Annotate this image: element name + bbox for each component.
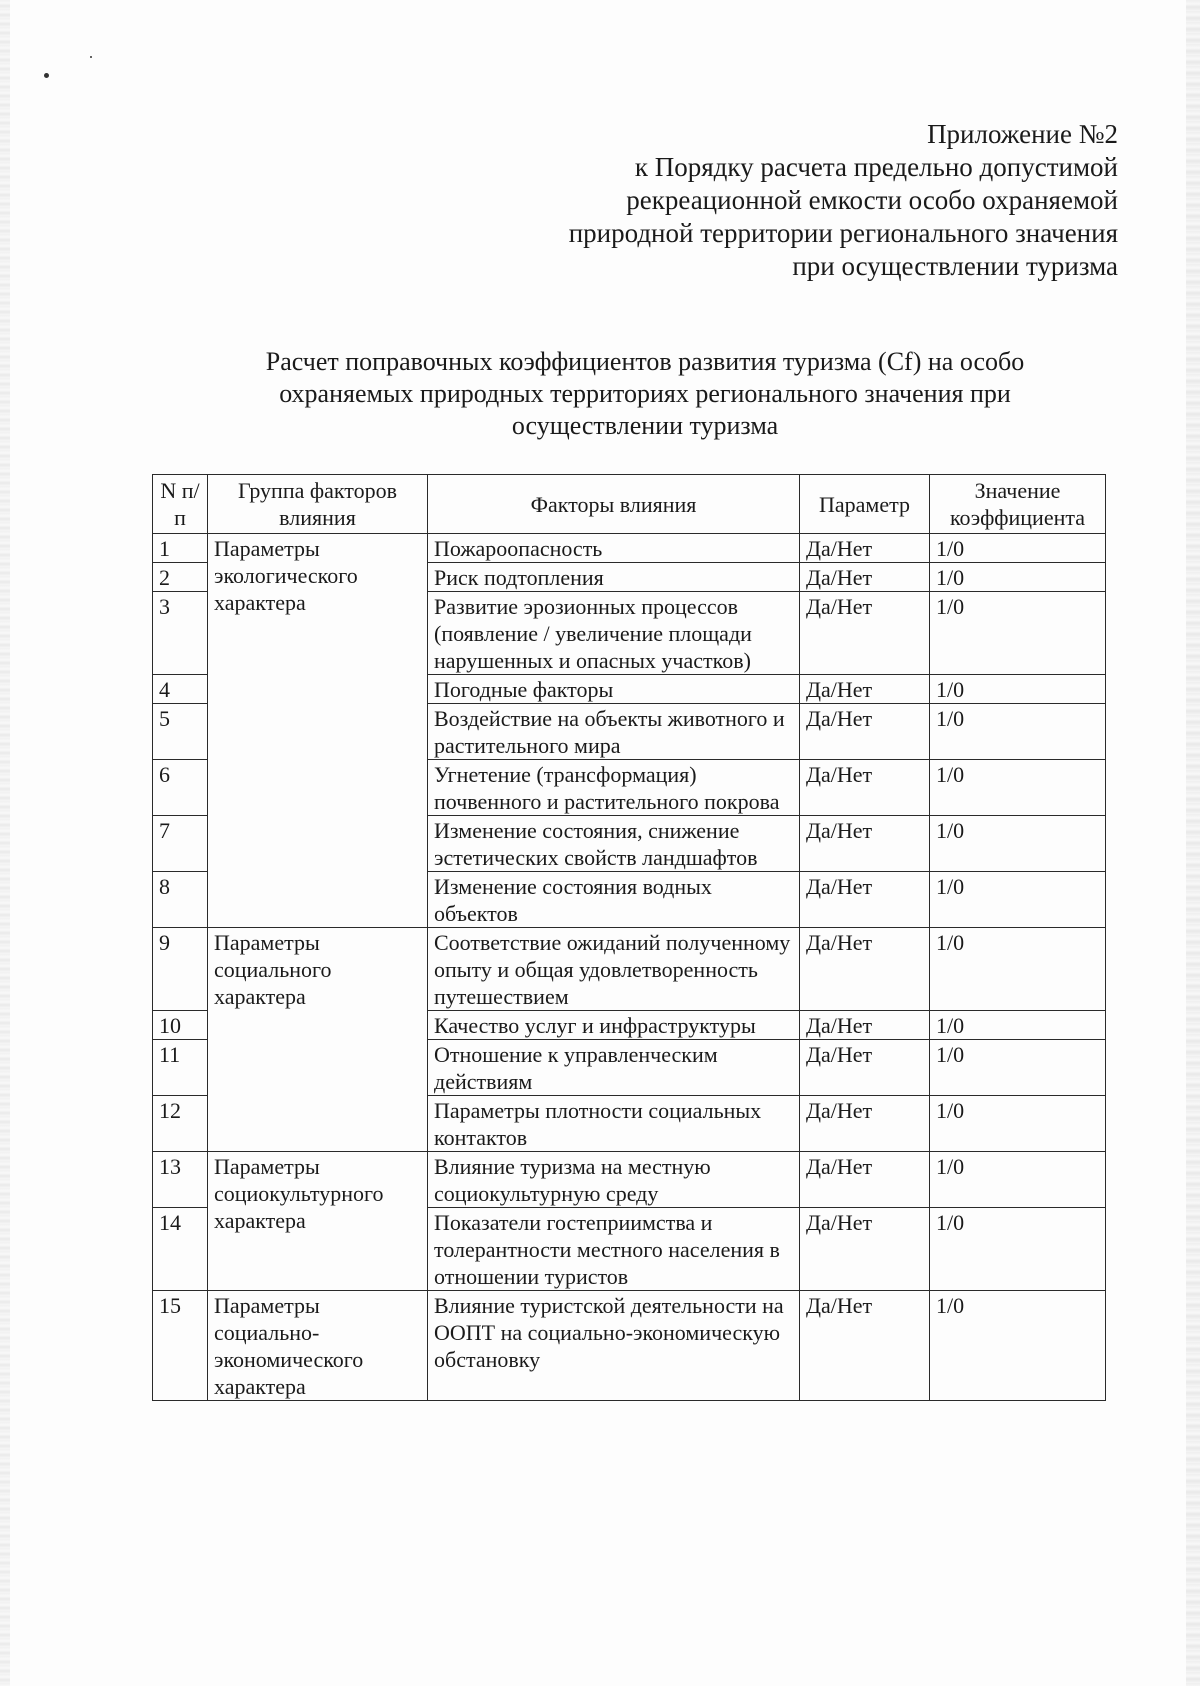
row-factor: Развитие эрозионных процессов (появление / увеличение площади нарушенных и опасных участков) — [428, 592, 800, 675]
row-num: 12 — [153, 1096, 208, 1152]
row-num: 4 — [153, 675, 208, 704]
row-value: 1/0 — [930, 816, 1106, 872]
row-factor: Отношение к управленческим действиям — [428, 1040, 800, 1096]
row-num: 10 — [153, 1011, 208, 1040]
row-factor: Изменение состояния водных объектов — [428, 872, 800, 928]
row-num: 11 — [153, 1040, 208, 1096]
row-num: 5 — [153, 704, 208, 760]
row-param: Да/Нет — [800, 760, 930, 816]
row-factor: Качество услуг и инфраструктуры — [428, 1011, 800, 1040]
row-value: 1/0 — [930, 1208, 1106, 1291]
scan-edge-left — [0, 0, 10, 1686]
row-value: 1/0 — [930, 760, 1106, 816]
row-param: Да/Нет — [800, 816, 930, 872]
row-num: 7 — [153, 816, 208, 872]
row-value: 1/0 — [930, 534, 1106, 563]
row-param: Да/Нет — [800, 1096, 930, 1152]
row-factor: Показатели гостеприимства и толерантности местного населения в отношении туристов — [428, 1208, 800, 1291]
appendix-line: рекреационной емкости особо охраняемой — [626, 185, 1118, 215]
row-num: 15 — [153, 1291, 208, 1401]
table-row — [153, 534, 1106, 563]
appendix-line: Приложение №2 — [927, 119, 1118, 149]
row-num: 2 — [153, 563, 208, 592]
document-title — [180, 346, 1110, 442]
table-row — [153, 1152, 1106, 1208]
row-factor: Угнетение (трансформация) почвенного и растительного покрова — [428, 760, 800, 816]
scan-speck — [44, 73, 49, 78]
row-value: 1/0 — [930, 1011, 1106, 1040]
row-num: 1 — [153, 534, 208, 563]
appendix-heading — [418, 118, 1118, 283]
row-param: Да/Нет — [800, 1152, 930, 1208]
row-value: 1/0 — [930, 592, 1106, 675]
row-param: Да/Нет — [800, 1011, 930, 1040]
row-param: Да/Нет — [800, 592, 930, 675]
row-factor: Влияние туризма на местную социокультурную среду — [428, 1152, 800, 1208]
appendix-line: к Порядку расчета предельно допустимой — [634, 152, 1118, 182]
group-socioeconomic: Параметры социально-экономического характера — [208, 1291, 428, 1401]
row-param: Да/Нет — [800, 1291, 930, 1401]
row-num: 8 — [153, 872, 208, 928]
appendix-line: природной территории регионального значения — [568, 218, 1118, 248]
row-param: Да/Нет — [800, 563, 930, 592]
title-line: охраняемых природных территориях регионального значения при — [279, 379, 1011, 408]
group-ecological: Параметры экологического характера — [208, 534, 428, 928]
group-sociocultural: Параметры социокультурного характера — [208, 1152, 428, 1291]
row-value: 1/0 — [930, 675, 1106, 704]
table-row — [153, 1291, 1106, 1401]
title-line: Расчет поправочных коэффициентов развития туризма (Cf) на особо — [265, 347, 1025, 376]
row-value: 1/0 — [930, 1096, 1106, 1152]
group-social: Параметры социального характера — [208, 928, 428, 1152]
row-factor: Влияние туристской деятельности на ООПТ на социально-экономическую обстановку — [428, 1291, 800, 1401]
row-factor: Соответствие ожиданий полученному опыту и общая удовлетворенность путешествием — [428, 928, 800, 1011]
row-param: Да/Нет — [800, 1040, 930, 1096]
scan-edge-right — [1186, 0, 1200, 1686]
row-num: 13 — [153, 1152, 208, 1208]
factors-table — [152, 474, 1106, 1401]
row-factor: Пожароопасность — [428, 534, 800, 563]
row-param: Да/Нет — [800, 534, 930, 563]
row-num: 14 — [153, 1208, 208, 1291]
header-num: N п/п — [153, 475, 208, 534]
row-value: 1/0 — [930, 563, 1106, 592]
row-value: 1/0 — [930, 1291, 1106, 1401]
row-num: 6 — [153, 760, 208, 816]
row-value: 1/0 — [930, 1152, 1106, 1208]
row-factor: Параметры плотности социальных контактов — [428, 1096, 800, 1152]
row-param: Да/Нет — [800, 1208, 930, 1291]
title-line: осуществлении туризма — [511, 411, 779, 440]
row-num: 3 — [153, 592, 208, 675]
row-num: 9 — [153, 928, 208, 1011]
row-factor: Изменение состояния, снижение эстетических свойств ландшафтов — [428, 816, 800, 872]
row-factor: Риск подтопления — [428, 563, 800, 592]
header-group: Группа факторов влияния — [208, 475, 428, 534]
row-value: 1/0 — [930, 928, 1106, 1011]
row-param: Да/Нет — [800, 704, 930, 760]
appendix-line: при осуществлении туризма — [792, 251, 1118, 281]
row-param: Да/Нет — [800, 872, 930, 928]
row-value: 1/0 — [930, 1040, 1106, 1096]
row-value: 1/0 — [930, 872, 1106, 928]
row-factor: Воздействие на объекты животного и растительного мира — [428, 704, 800, 760]
header-value: Значение коэффициента — [930, 475, 1106, 534]
row-param: Да/Нет — [800, 928, 930, 1011]
row-value: 1/0 — [930, 704, 1106, 760]
scan-speck — [90, 56, 92, 58]
table-row — [153, 928, 1106, 1011]
row-factor: Погодные факторы — [428, 675, 800, 704]
table-header-row — [153, 475, 1106, 534]
header-factor: Факторы влияния — [428, 475, 800, 534]
row-param: Да/Нет — [800, 675, 930, 704]
header-param: Параметр — [800, 475, 930, 534]
